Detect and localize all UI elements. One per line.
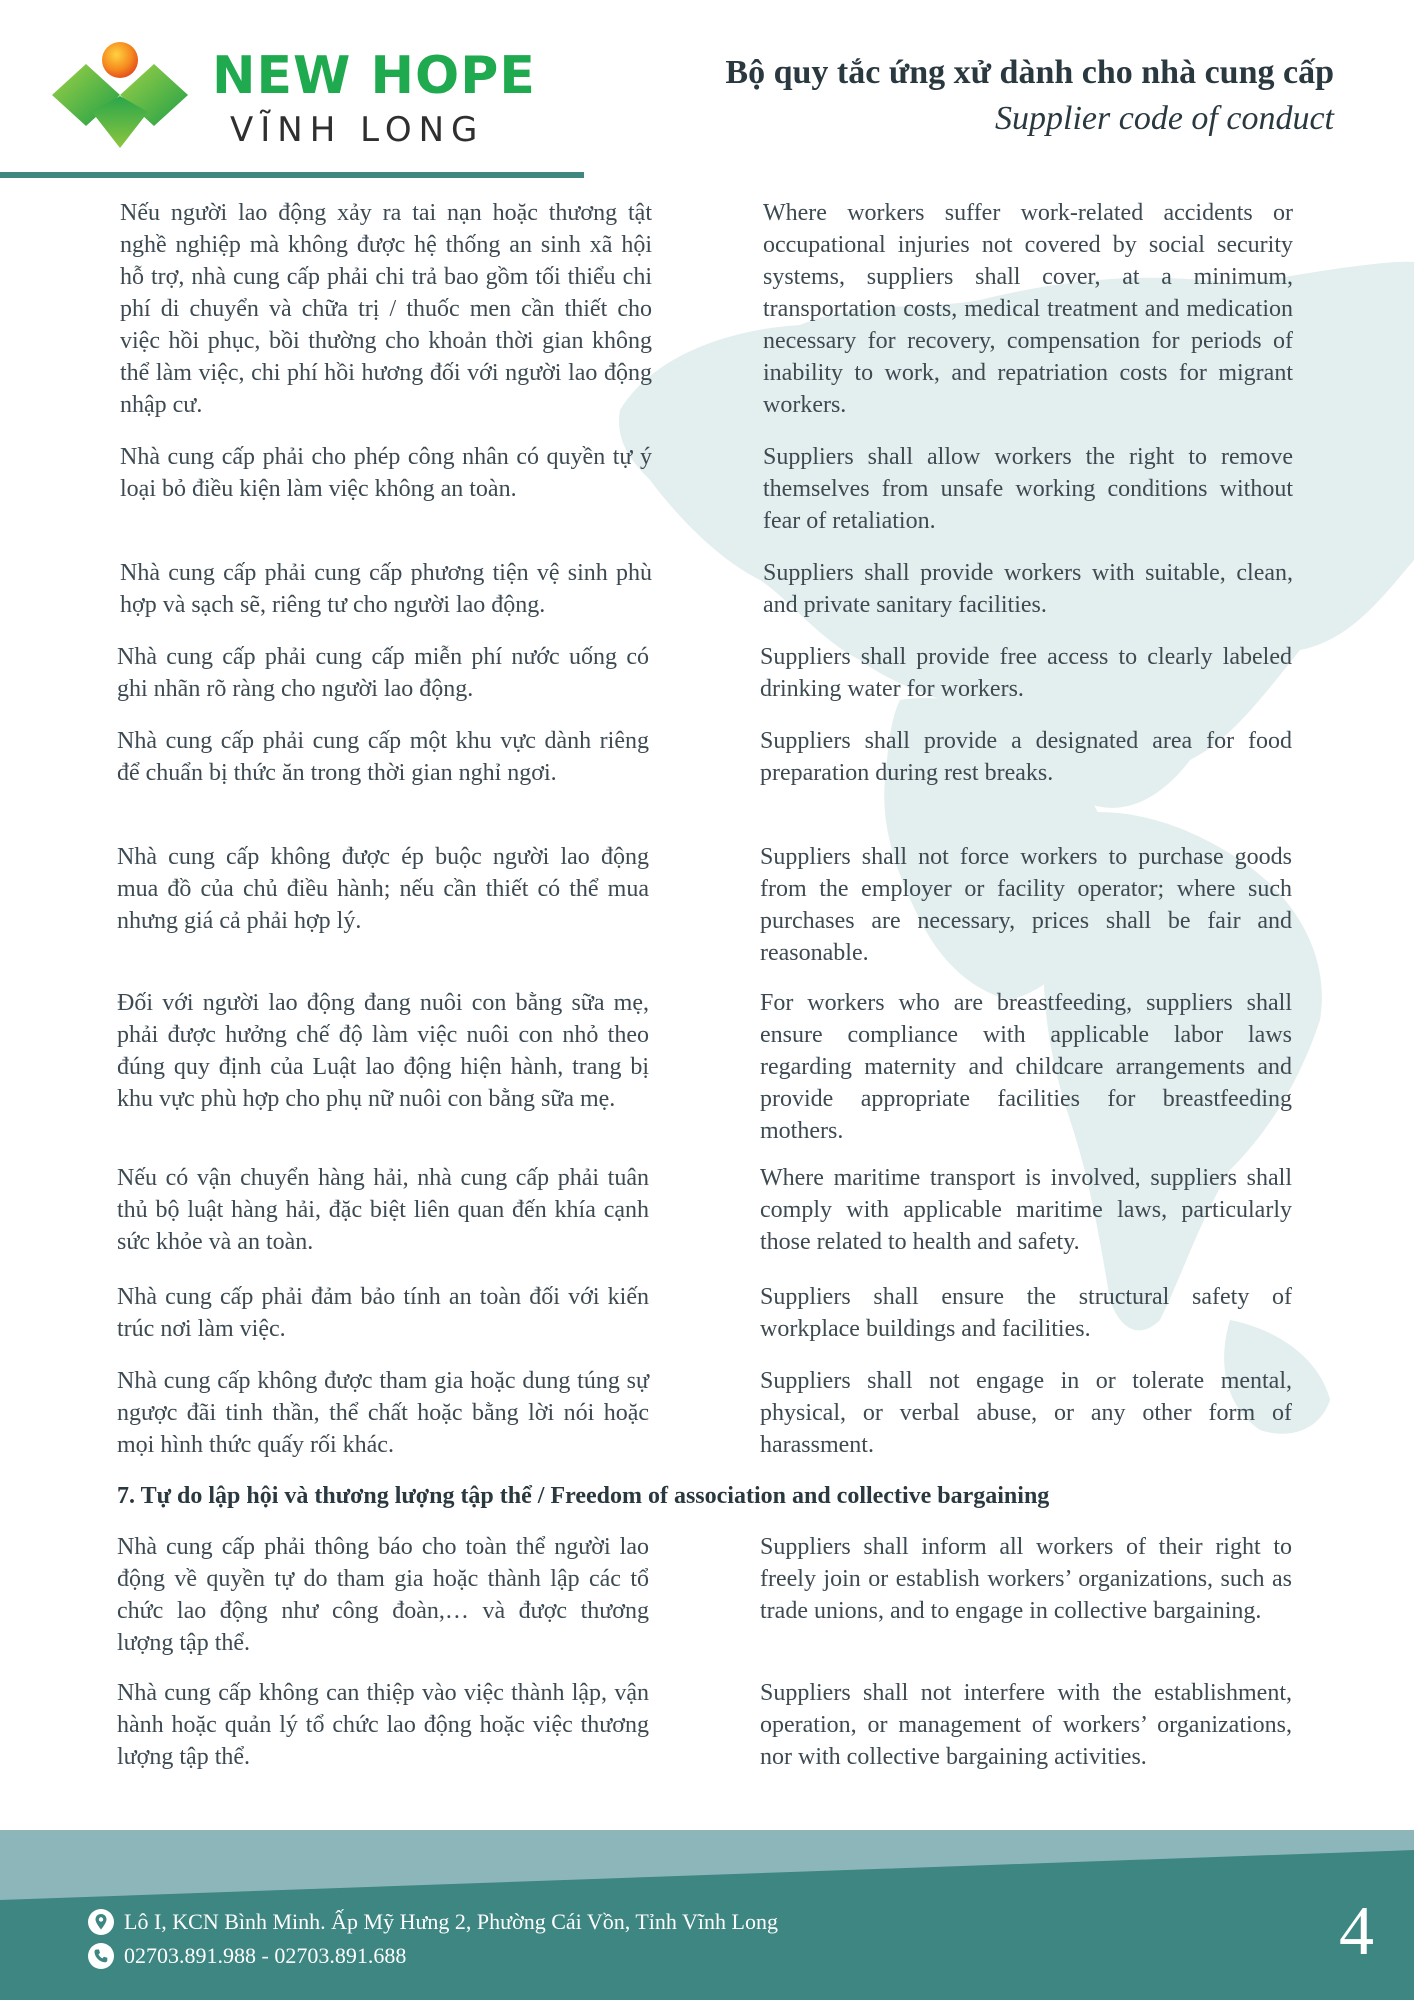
page-number: 4 — [1339, 1893, 1374, 1970]
clause-vi: Đối với người lao động đang nuôi con bằng sữa mẹ, phải được hưởng chế độ làm việc nuôi con nhỏ theo đúng quy định của Luật lao động hiện hành, trang bị khu vực phù hợp cho phụ nữ nuôi con bằng sữa mẹ. — [117, 990, 649, 1112]
clause-en: Where maritime transport is involved, suppliers shall comply with applicable maritime laws, particularly those related to health and safety. — [760, 1165, 1292, 1255]
clause-vi: Nhà cung cấp phải cung cấp một khu vực dành riêng để chuẩn bị thức ăn trong thời gian nghỉ ngơi. — [117, 728, 649, 786]
document-title-en: Supplier code of conduct — [995, 100, 1334, 137]
clause-vi: Nhà cung cấp không được ép buộc người lao động mua đồ của chủ điều hành; nếu cần thiết có thể mua nhưng giá cả phải hợp lý. — [117, 844, 649, 934]
clause-vi: Nhà cung cấp phải cho phép công nhân có quyền tự ý loại bỏ điều kiện làm việc không an toàn. — [120, 444, 652, 502]
clause-en: Suppliers shall provide workers with suitable, clean, and private sanitary facilities. — [763, 560, 1293, 618]
clause-en: Where workers suffer work-related accidents or occupational injuries not covered by social security systems, suppliers shall cover, at a minimum, transportation costs, medical treatment and medication necessary for recovery, compensation for periods of inability to work, and repatriation costs for migrant workers. — [763, 200, 1293, 418]
address-text: Lô I, KCN Bình Minh. Ấp Mỹ Hưng 2, Phường Cái Vồn, Tỉnh Vĩnh Long — [124, 1909, 778, 1934]
clause-vi: Nhà cung cấp phải thông báo cho toàn thể người lao động về quyền tự do tham gia hoặc thành lập các tổ chức lao động như công đoàn,… và được thương lượng tập thể. — [117, 1534, 649, 1656]
clause-vi: Nhà cung cấp phải cung cấp phương tiện vệ sinh phù hợp và sạch sẽ, riêng tư cho người lao động. — [120, 560, 652, 618]
footer-address — [88, 1906, 778, 1938]
logo-name: NEW HOPE — [212, 46, 536, 106]
clause-en: For workers who are breastfeeding, suppliers shall ensure compliance with applicable labor laws regarding maternity and childcare arrangements and provide appropriate facilities for breastfeeding mothers. — [760, 990, 1292, 1144]
clause-vi: Nhà cung cấp phải đảm bảo tính an toàn đối với kiến trúc nơi làm việc. — [117, 1284, 649, 1342]
clause-vi: Nhà cung cấp không can thiệp vào việc thành lập, vận hành hoặc quản lý tổ chức lao động hoặc việc thương lượng tập thể. — [117, 1680, 649, 1770]
section-heading: 7. Tự do lập hội và thương lượng tập thể / Freedom of association and collective bargaining — [117, 1483, 1050, 1509]
clause-en: Suppliers shall allow workers the right to remove themselves from unsafe working conditions without fear of retaliation. — [763, 444, 1293, 534]
clause-en: Suppliers shall ensure the structural safety of workplace buildings and facilities. — [760, 1284, 1292, 1342]
clause-en: Suppliers shall provide a designated area for food preparation during rest breaks. — [760, 728, 1292, 786]
clause-en: Suppliers shall not force workers to purchase goods from the employer or facility operator; where such purchases are necessary, prices shall be fair and reasonable. — [760, 844, 1292, 966]
phone-text: 02703.891.988 - 02703.891.688 — [124, 1943, 407, 1968]
clause-vi: Nếu có vận chuyển hàng hải, nhà cung cấp phải tuân thủ bộ luật hàng hải, đặc biệt liên quan đến khía cạnh sức khỏe và an toàn. — [117, 1165, 649, 1255]
location-icon — [88, 1909, 114, 1935]
header-rule — [0, 172, 584, 178]
clause-en: Suppliers shall provide free access to clearly labeled drinking water for workers. — [760, 644, 1292, 702]
clause-vi: Nếu người lao động xảy ra tai nạn hoặc thương tật nghề nghiệp mà không được hệ thống an sinh xã hội hỗ trợ, nhà cung cấp phải chi trả bao gồm tối thiểu chi phí di chuyển và chữa trị / thuốc men cần thiết cho việc hồi phục, bồi thường cho khoản thời gian không thể làm việc, chi phí hồi hương đối với người lao động nhập cư. — [120, 200, 652, 418]
document-title-vi: Bộ quy tắc ứng xử dành cho nhà cung cấp — [725, 54, 1334, 91]
clause-en: Suppliers shall inform all workers of their right to freely join or establish workers’ organizations, such as trade unions, and to engage in collective bargaining. — [760, 1534, 1292, 1624]
footer-phone — [88, 1940, 406, 1972]
clause-en: Suppliers shall not engage in or tolerate mental, physical, or verbal abuse, or any other form of harassment. — [760, 1368, 1292, 1458]
company-logo — [52, 40, 536, 150]
logo-subname: VĨNH LONG — [230, 110, 485, 150]
clause-vi: Nhà cung cấp không được tham gia hoặc dung túng sự ngược đãi tinh thần, thể chất hoặc bằng lời nói hoặc mọi hình thức quấy rối khác. — [117, 1368, 649, 1458]
clause-en: Suppliers shall not interfere with the establishment, operation, or management of workers’ organizations, nor with collective bargaining activities. — [760, 1680, 1292, 1770]
clause-vi: Nhà cung cấp phải cung cấp miễn phí nước uống có ghi nhãn rõ ràng cho người lao động. — [117, 644, 649, 702]
logo-mark-icon — [52, 40, 188, 150]
phone-icon — [88, 1943, 114, 1969]
